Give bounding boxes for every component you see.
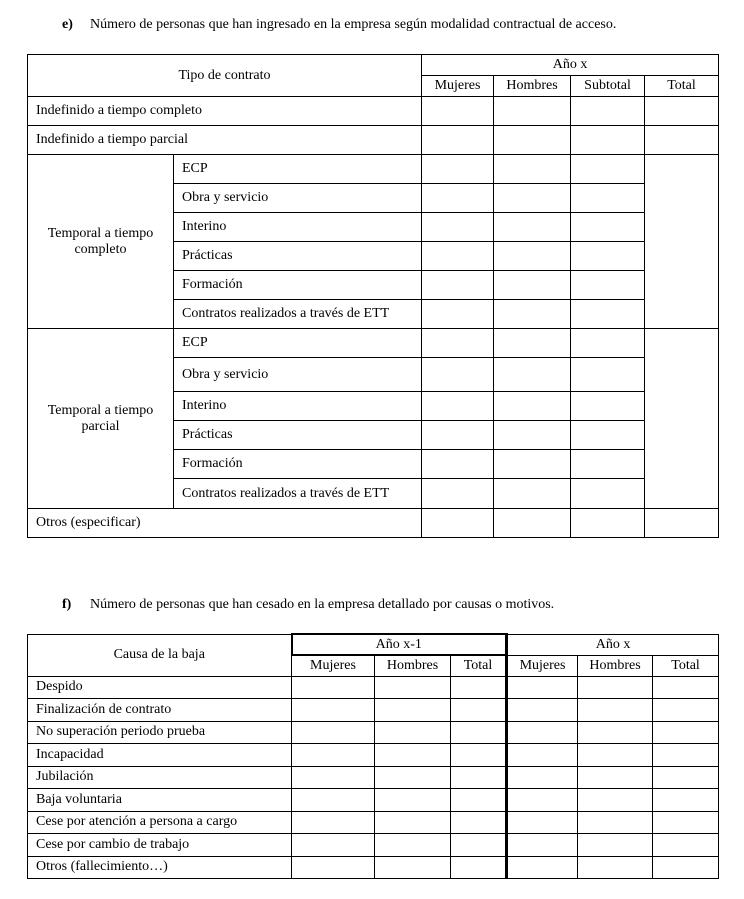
cell-subtotal[interactable] (571, 184, 645, 213)
cell-subtotal[interactable] (571, 300, 645, 329)
cell-mujeres[interactable] (422, 155, 494, 184)
cell-mujeres[interactable] (422, 421, 494, 450)
cell-hombres[interactable] (494, 392, 571, 421)
cell-prev-mujeres[interactable] (292, 721, 375, 743)
cell-prev-hombres[interactable] (375, 766, 451, 788)
cell-hombres[interactable] (578, 856, 653, 878)
cell-mujeres[interactable] (422, 213, 494, 242)
cell-mujeres[interactable] (507, 788, 578, 811)
cell-prev-mujeres[interactable] (292, 766, 375, 788)
cell-mujeres[interactable] (422, 126, 494, 155)
cell-total[interactable] (653, 721, 719, 743)
cell-subtotal[interactable] (571, 329, 645, 358)
cell-mujeres[interactable] (507, 721, 578, 743)
cell-prev-total[interactable] (451, 788, 507, 811)
cell-prev-total[interactable] (451, 743, 507, 766)
header-total: Total (653, 655, 719, 676)
cell-mujeres[interactable] (422, 184, 494, 213)
cell-mujeres[interactable] (422, 329, 494, 358)
cell-hombres[interactable] (578, 676, 653, 698)
header-hombres: Hombres (494, 76, 571, 97)
cell-hombres[interactable] (494, 97, 571, 126)
cell-mujeres[interactable] (422, 392, 494, 421)
cell-hombres[interactable] (494, 421, 571, 450)
cell-total[interactable] (653, 698, 719, 721)
cause-label: No superación periodo prueba (28, 721, 292, 743)
cell-hombres[interactable] (578, 743, 653, 766)
cell-hombres[interactable] (494, 479, 571, 509)
cell-subtotal[interactable] (571, 450, 645, 479)
table-row (28, 97, 719, 126)
table-row (28, 509, 719, 538)
cell-total[interactable] (653, 676, 719, 698)
subrow-label: Contratos realizados a través de ETT (174, 479, 422, 509)
cell-hombres[interactable] (494, 300, 571, 329)
cell-mujeres[interactable] (422, 509, 494, 538)
cell-total[interactable] (653, 788, 719, 811)
cell-prev-mujeres[interactable] (292, 833, 375, 856)
section-e-letter: e) (62, 17, 73, 32)
cell-hombres[interactable] (578, 721, 653, 743)
cell-subtotal[interactable] (571, 421, 645, 450)
cell-prev-hombres[interactable] (375, 721, 451, 743)
cell-subtotal[interactable] (571, 479, 645, 509)
header-subtotal: Subtotal (571, 76, 645, 97)
cause-label: Incapacidad (28, 743, 292, 766)
cell-hombres[interactable] (494, 271, 571, 300)
row-label-indefinido-parcial: Indefinido a tiempo parcial (28, 126, 422, 155)
cell-subtotal[interactable] (571, 97, 645, 126)
section-e-title: Número de personas que han ingresado en la empresa según modalidad contractual de acceso. (90, 17, 617, 32)
cell-subtotal[interactable] (571, 242, 645, 271)
cell-hombres[interactable] (578, 698, 653, 721)
cell-total[interactable] (653, 833, 719, 856)
cell-total[interactable] (653, 743, 719, 766)
cell-prev-mujeres[interactable] (292, 811, 375, 833)
header-hombres: Hombres (578, 655, 653, 676)
cell-prev-hombres[interactable] (375, 856, 451, 878)
cell-mujeres[interactable] (422, 450, 494, 479)
cell-prev-hombres[interactable] (375, 743, 451, 766)
subrow-label: Interino (174, 213, 422, 242)
cell-total[interactable] (653, 766, 719, 788)
cell-hombres[interactable] (494, 184, 571, 213)
cause-label: Jubilación (28, 766, 292, 788)
section-f-title: Número de personas que han cesado en la empresa detallado por causas o motivos. (90, 597, 555, 612)
subrow-label: ECP (174, 155, 422, 184)
cell-total[interactable] (653, 856, 719, 878)
cell-prev-mujeres[interactable] (292, 856, 375, 878)
cell-subtotal[interactable] (571, 155, 645, 184)
cell-mujeres[interactable] (422, 97, 494, 126)
table-row (28, 698, 719, 721)
subrow-label: Formación (174, 271, 422, 300)
cell-hombres[interactable] (494, 126, 571, 155)
header-mujeres: Mujeres (422, 76, 494, 97)
cell-total[interactable] (645, 97, 719, 126)
row-label-indefinido-completo: Indefinido a tiempo completo (28, 97, 422, 126)
section-f-heading (62, 597, 554, 613)
cell-total-group[interactable] (645, 155, 719, 329)
cell-mujeres[interactable] (422, 271, 494, 300)
cause-label: Finalización de contrato (28, 698, 292, 721)
cell-mujeres[interactable] (507, 743, 578, 766)
cell-prev-total[interactable] (451, 676, 507, 698)
cell-hombres[interactable] (494, 509, 571, 538)
table-row (28, 126, 719, 155)
cause-label: Otros (fallecimiento…) (28, 856, 292, 878)
header-tipo-contrato: Tipo de contrato (28, 55, 422, 97)
table-row (28, 788, 719, 811)
termination-cause-table (27, 633, 719, 879)
cell-subtotal[interactable] (571, 213, 645, 242)
group-temporal-parcial: Temporal a tiempo parcial (28, 329, 174, 509)
subrow-label: Prácticas (174, 242, 422, 271)
header-total: Total (645, 76, 719, 97)
table-row (28, 155, 719, 184)
header-prev-mujeres: Mujeres (292, 655, 375, 676)
table-row (28, 856, 719, 878)
cell-mujeres[interactable] (507, 698, 578, 721)
header-year: Año x (422, 55, 719, 76)
group-temporal-completo: Temporal a tiempo completo (28, 155, 174, 329)
table-row (28, 676, 719, 698)
cell-subtotal[interactable] (571, 392, 645, 421)
table-row (28, 721, 719, 743)
contract-type-table (27, 54, 719, 538)
cell-mujeres[interactable] (507, 833, 578, 856)
table-row (28, 811, 719, 833)
subrow-label: Formación (174, 450, 422, 479)
cell-prev-total[interactable] (451, 833, 507, 856)
cell-prev-mujeres[interactable] (292, 676, 375, 698)
header-year-prev: Año x-1 (292, 634, 507, 655)
cell-hombres[interactable] (494, 358, 571, 392)
cell-hombres[interactable] (494, 213, 571, 242)
cell-mujeres[interactable] (507, 676, 578, 698)
cell-hombres[interactable] (494, 155, 571, 184)
cell-prev-total[interactable] (451, 811, 507, 833)
subrow-label: Obra y servicio (174, 358, 422, 392)
header-year: Año x (507, 634, 719, 655)
section-f-letter: f) (62, 597, 72, 612)
cell-prev-hombres[interactable] (375, 811, 451, 833)
cell-prev-hombres[interactable] (375, 698, 451, 721)
cause-label: Cese por atención a persona a cargo (28, 811, 292, 833)
cell-total[interactable] (645, 509, 719, 538)
section-e-heading (62, 17, 616, 33)
table-row (28, 329, 719, 358)
cell-subtotal[interactable] (571, 509, 645, 538)
subrow-label: Contratos realizados a través de ETT (174, 300, 422, 329)
header-prev-hombres: Hombres (375, 655, 451, 676)
subrow-label: Interino (174, 392, 422, 421)
cell-mujeres[interactable] (422, 300, 494, 329)
row-label-otros: Otros (especificar) (28, 509, 422, 538)
table-row (28, 743, 719, 766)
cell-prev-total[interactable] (451, 698, 507, 721)
table-row (28, 833, 719, 856)
cause-label: Cese por cambio de trabajo (28, 833, 292, 856)
cell-total[interactable] (653, 811, 719, 833)
cell-hombres[interactable] (578, 788, 653, 811)
subrow-label: Obra y servicio (174, 184, 422, 213)
cell-prev-total[interactable] (451, 721, 507, 743)
cell-hombres[interactable] (494, 329, 571, 358)
cell-prev-total[interactable] (451, 766, 507, 788)
cell-prev-hombres[interactable] (375, 788, 451, 811)
subrow-label: ECP (174, 329, 422, 358)
subrow-label: Prácticas (174, 421, 422, 450)
cell-subtotal[interactable] (571, 126, 645, 155)
cell-prev-hombres[interactable] (375, 833, 451, 856)
cell-mujeres[interactable] (422, 479, 494, 509)
cell-hombres[interactable] (578, 833, 653, 856)
cell-hombres[interactable] (578, 766, 653, 788)
cell-subtotal[interactable] (571, 271, 645, 300)
cell-total[interactable] (645, 126, 719, 155)
cell-mujeres[interactable] (422, 242, 494, 271)
cell-mujeres[interactable] (422, 358, 494, 392)
cell-prev-hombres[interactable] (375, 676, 451, 698)
table-row (28, 766, 719, 788)
cell-mujeres[interactable] (507, 856, 578, 878)
header-mujeres: Mujeres (507, 655, 578, 676)
cell-hombres[interactable] (494, 450, 571, 479)
cell-total-group[interactable] (645, 329, 719, 509)
cell-prev-mujeres[interactable] (292, 788, 375, 811)
cell-prev-mujeres[interactable] (292, 743, 375, 766)
cell-subtotal[interactable] (571, 358, 645, 392)
cell-prev-mujeres[interactable] (292, 698, 375, 721)
cause-label: Despido (28, 676, 292, 698)
cell-mujeres[interactable] (507, 766, 578, 788)
cause-label: Baja voluntaria (28, 788, 292, 811)
cell-hombres[interactable] (578, 811, 653, 833)
cell-prev-total[interactable] (451, 856, 507, 878)
cell-mujeres[interactable] (507, 811, 578, 833)
header-prev-total: Total (451, 655, 507, 676)
header-causa: Causa de la baja (28, 634, 292, 676)
cell-hombres[interactable] (494, 242, 571, 271)
